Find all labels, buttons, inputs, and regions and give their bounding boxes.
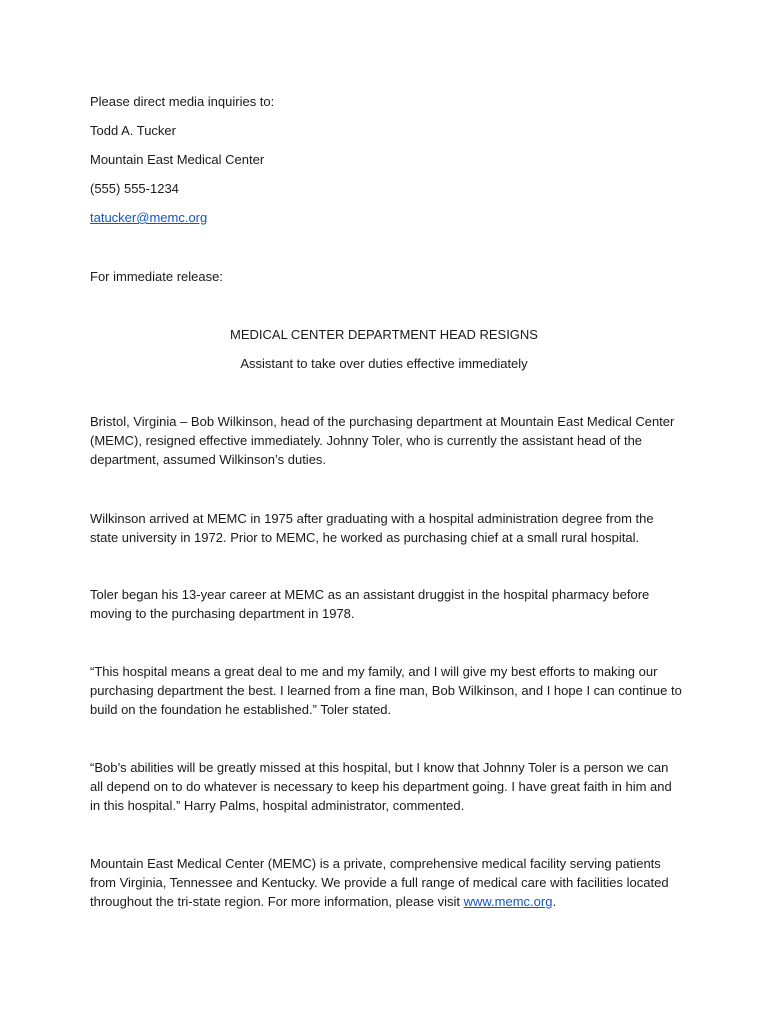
about-memc-end: .: [552, 894, 557, 909]
subheadline: Assistant to take over duties effective immediately: [240, 356, 528, 371]
paragraph-toler-quote: “This hospital means a great deal to me and my family, and I will give my best efforts to making our purchasing department the best. I learned from a fine man, Bob Wilkinson, and I hope I can continue to build on the foundation he established.” Toler stated.: [90, 664, 682, 717]
paragraph-toler-career: Toler began his 13-year career at MEMC as an assistant druggist in the hospital pharmacy before moving to the purchasing department in 1978.: [90, 587, 650, 621]
headline: MEDICAL CENTER DEPARTMENT HEAD RESIGNS: [230, 327, 538, 342]
contact-phone: (555) 555-1234: [90, 181, 179, 196]
paragraph-announcement: Bristol, Virginia – Bob Wilkinson, head of the purchasing department at Mountain East Medical Center (MEMC), resigned effective immediately. Johnny Toler, who is currently the assistant head of the department, assumed Wilkinson’s duties.: [90, 414, 675, 467]
website-link[interactable]: www.memc.org: [463, 894, 553, 909]
about-memc-text: Mountain East Medical Center (MEMC) is a private, comprehensive medical facility serving patients from Virginia, Tennessee and Kentucky. We provide a full range of medical care with facilities located throughout the tri-state region. For more information, please visit: [90, 856, 669, 909]
paragraph-wilkinson-history: Wilkinson arrived at MEMC in 1975 after graduating with a hospital administration degree from the state university in 1972. Prior to MEMC, he worked as purchasing chief at a small rural hospital.: [90, 511, 654, 545]
media-inquiries-intro: Please direct media inquiries to:: [90, 94, 275, 109]
contact-email-line: [90, 209, 207, 227]
paragraph-about-memc: [90, 854, 682, 911]
release-label: For immediate release:: [90, 269, 223, 284]
paragraph-palms-quote: “Bob’s abilities will be greatly missed at this hospital, but I know that Johnny Toler is a person we can all depend on to do whatever is necessary to keep his department going. I have great faith in him and in this hospital.” Harry Palms, hospital administrator, commented.: [90, 760, 672, 813]
contact-name: Todd A. Tucker: [90, 123, 176, 138]
contact-organization: Mountain East Medical Center: [90, 152, 265, 167]
contact-email-link[interactable]: tatucker@memc.org: [90, 210, 208, 225]
